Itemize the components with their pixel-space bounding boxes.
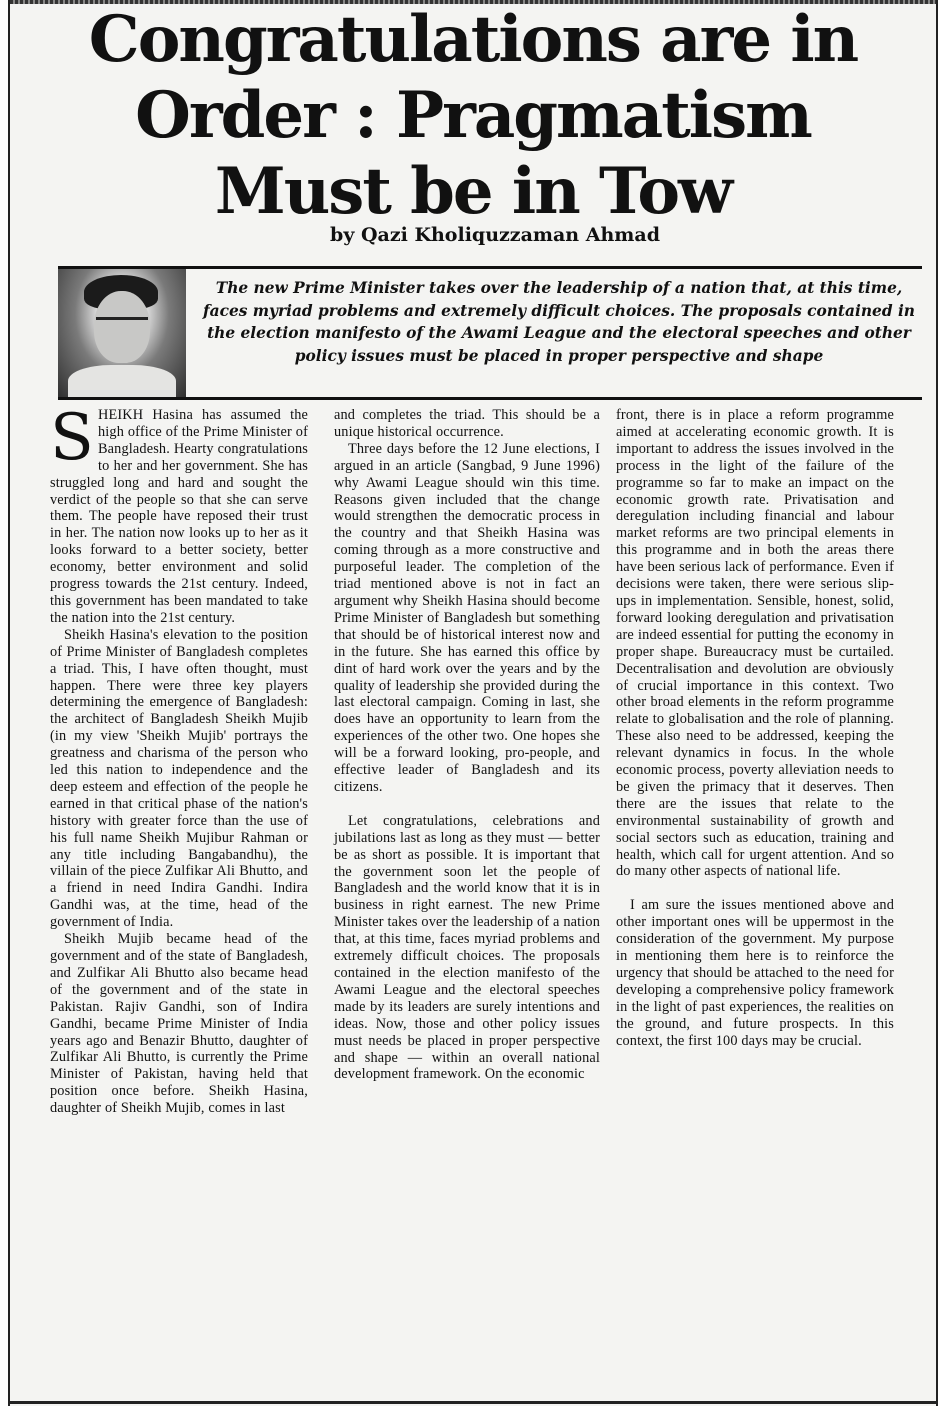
paragraph: Sheikh Mujib became head of the government and of the state of Bangladesh, and Zulfikar Ali Bhutto also became head of the government and of the state in Pakistan. Rajiv Gandhi, son of Indira Gandhi, became Prime Minister of India years ago and Benazir Bhutto, daughter of Zulfikar Ali Bhutto, is currently the Prime Minister of Pakistan, having held that position once before. Sheikh Hasina, daughter of Sheikh Mujib, comes in last [50,931,308,1117]
article-column-2 [334,407,600,1385]
article-column-1 [50,401,308,1385]
paragraph: Let congratulations, celebrations and jubilations last as long as they must — better be as short as possible. It is important that the government soon let the people of Bangladesh and the world know that it is in business in right earnest. The new Prime Minister takes over the leadership of a nation that, at this time, faces myriad problems and extremely difficult choices. The proposals contained in the election manifesto of the Awami League and the electoral speeches made by its leaders are surely intentions and ideas. Now, those and other policy issues must needs be placed in proper perspective and shape — within an overall national development framework. On the economic [334,812,600,1083]
paragraph: Three days before the 12 June elections, I argued in an article (Sangbad, 9 June 1996) why Awami League should win this time. Reasons given included that the change would strengthen the democratic process in the country and that Sheikh Hasina was coming through as a more constructive and purposeful leader. The completion of the triad mentioned above is not in fact an argument why Sheikh Hasina should become Prime Minister of Bangladesh but something that should be of historical interest now and in the future. She has earned this office by dint of hard work over the years and by the quality of leadership she provided during the last electoral campaign. Coming in last, she does have an opportunity to learn from the experiences of the other two. One hopes she will be a forward looking, pro-people, and effective leader of Bangladesh and its citizens. [334,440,600,795]
author-photo-glasses [96,317,148,332]
article-column-3 [616,407,894,1385]
author-photo-shirt [68,365,176,397]
headline [30,2,916,230]
paragraph: and completes the triad. This should be a unique historical occurrence. [334,407,600,440]
paragraph: front, there is in place a reform programme aimed at accelerating economic growth. It is important to address the issues involved in the process in the light of the failure of the programme so far to make an impact on the economic growth rate. Privatisation and deregulation including financial and labour market reforms are two principal elements in this programme and in both the areas there have been serious lack of performance. Even if decisions were taken, there were serious slip-ups in implementation. Sensible, honest, solid, forward looking deregulation and privatisation are indeed essential for putting the economy in proper shape. Bureaucracy must be curtailed. Decentralisation and devolution are obviously of crucial importance in this context. Two other broad elements in the reform programme relate to globalisation and the role of planning. These also need to be addressed, keeping the relevant dynamics in focus. In the whole economic process, poverty alleviation needs to be given the primacy that it deserves. Then there are the issues that relate to the environmental sustainability of growth and social sectors such as education, training and health, which call for urgent attention. And so do many other aspects of national life. [616,407,894,880]
lead-box [58,266,922,400]
paragraph: Sheikh Hasina's elevation to the position of Prime Minister of Bangladesh completes a triad. This, I have often thought, must happen. There were three key players determining the emergence of Bangladesh: the architect of Bangladesh Sheikh Mujib (in my view 'Sheikh Mujib' portrays the greatness and charisma of the person who led this nation to independence and the deep esteem and effection of the people he earned in that critical phase of the nation's history with greater force than the use of his full name Sheikh Mujibur Rahman or any title including Bangabandhu), the villain of the piece Zulfikar Ali Bhutto, and a friend in need Indira Gandhi. Indira Gandhi was, at the time, head of the government of India. [50,626,308,931]
paragraph-text: HEIKH Hasina has assumed the high office of the Prime Minister of Bangladesh. Hearty congratulations to her and her government. She has struggled long and hard and sought the verdict of the people so that she can serve them. The people have reposed their trust in her. The nation now looks up to her as it looks forward to a better society, better economy, better environment and solid progress towards the 21st century. Indeed, this government has been mandated to take the nation into the 21st century. [50,407,308,626]
byline: by Qazi Kholiquzzaman Ahmad [330,224,660,246]
paragraph [50,401,308,627]
headline-line-2: Order : Pragmatism [135,78,811,153]
author-photo [58,269,186,397]
headline-line-1: Congratulations are in [88,2,858,77]
lead-summary: The new Prime Minister takes over the leadership of a nation that, at this time, faces myriad problems and extremely difficult choices. The proposals contained in the election manifesto of the Awami League and the electoral speeches and other policy issues must be placed in proper perspective and shape [202,279,915,365]
headline-line-3: Must be in Tow [214,154,732,229]
paragraph: I am sure the issues mentioned above and other important ones will be uppermost in the consideration of the government. My purpose in mentioning them here is to reinforce the urgency that should be attached to the need for developing a comprehensive policy framework in the light of past experiences, the realities on the ground, and future prospects. In this context, the first 100 days may be crucial. [616,897,894,1049]
drop-cap: S [50,401,94,475]
newspaper-clipping [8,0,938,1406]
bottom-border-rule [10,1401,936,1404]
